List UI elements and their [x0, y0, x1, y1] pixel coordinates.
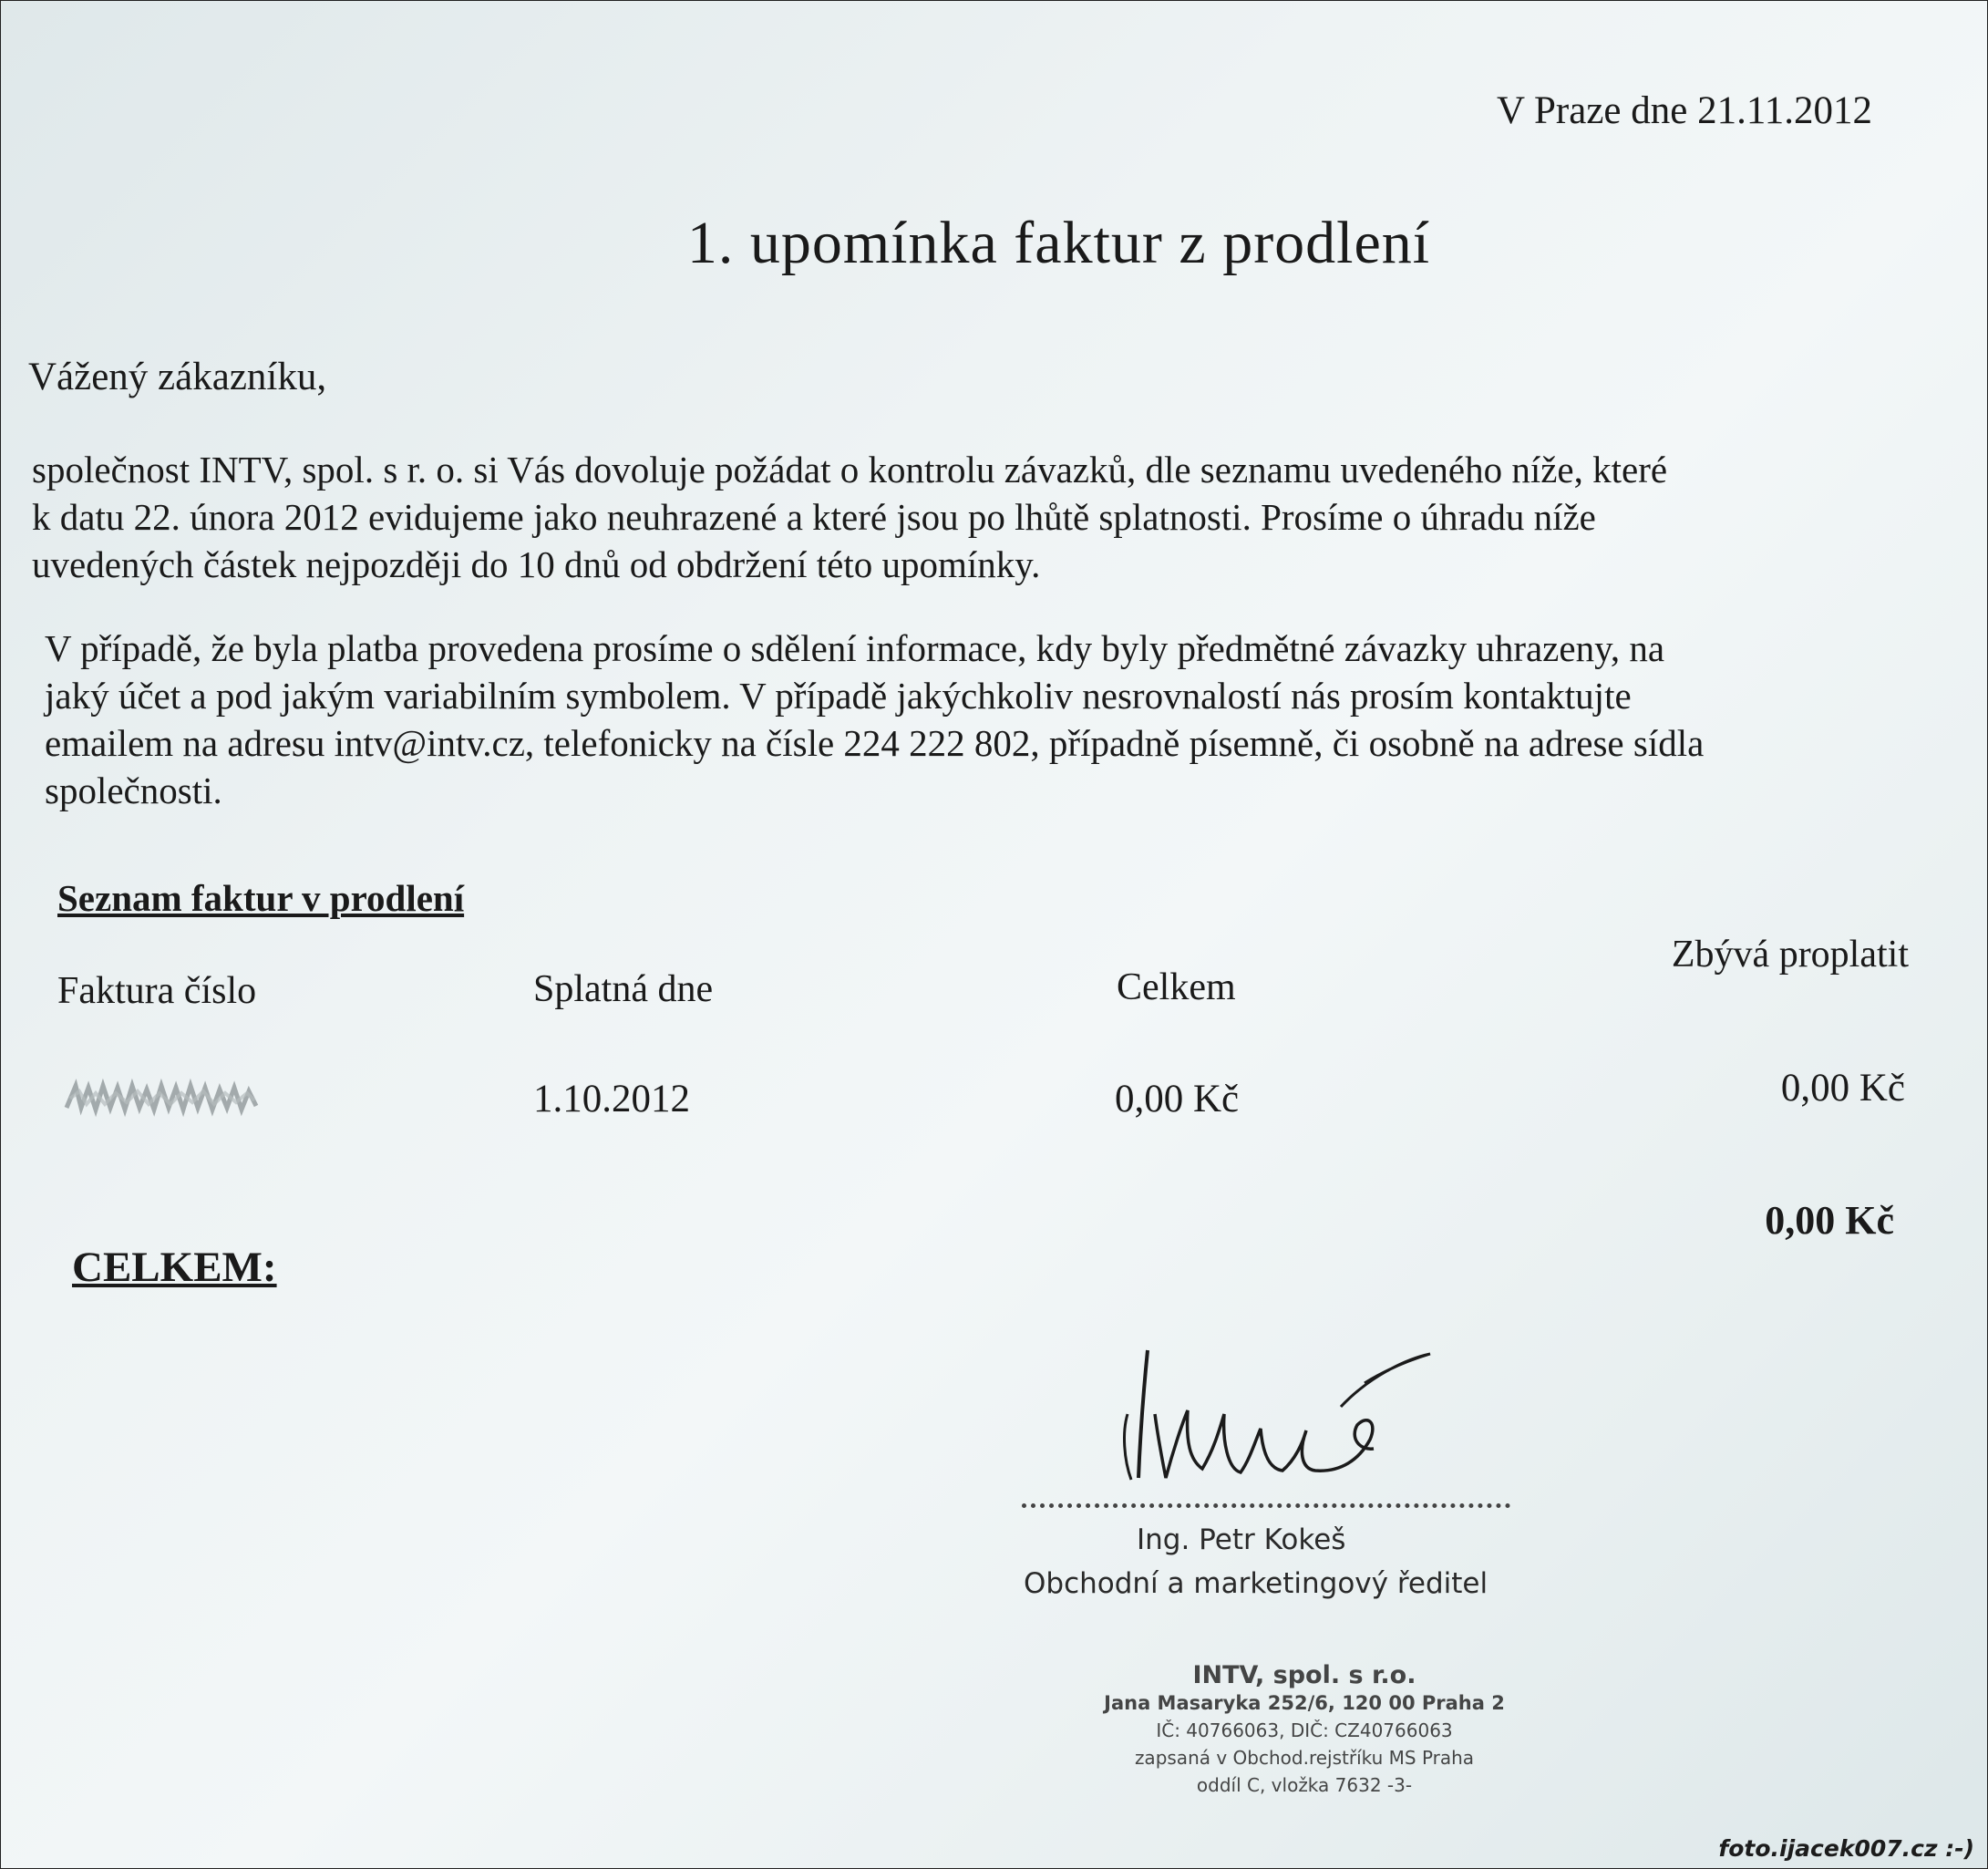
stamp-line: INTV, spol. s r.o.: [1192, 1661, 1416, 1689]
header-remaining: Zbývá proplatit: [1671, 934, 1909, 976]
signer-role: Obchodní a marketingový ředitel: [1024, 1567, 1488, 1600]
header-total: Celkem: [1117, 966, 1236, 1008]
header-invoice-number: Faktura číslo: [57, 970, 257, 1012]
stamp-line: zapsaná v Obchod.rejstříku MS Praha: [1134, 1747, 1475, 1769]
paragraph-contact: [45, 625, 1959, 814]
header-due-date: Splatná dne: [533, 968, 714, 1010]
paragraph-line: jaký účet a pod jakým variabilním symbolem. V případě jakýchkoliv nesrovnalostí nás prosím kontaktujte: [45, 675, 1632, 717]
company-stamp: [1095, 1662, 1514, 1799]
signature-dotted-line: [1022, 1503, 1510, 1508]
letter-title: 1. upomínka faktur z prodlení: [686, 210, 1431, 276]
paragraph-line: společnosti.: [45, 769, 222, 811]
paragraph-line: společnost INTV, spol. s r. o. si Vás dovoluje požádat o kontrolu závazků, dle seznamu uvedeného níže, které: [32, 449, 1668, 490]
handwritten-signature: [1067, 1323, 1450, 1501]
signature-graphic: [1067, 1323, 1450, 1496]
row-remaining: 0,00 Kč: [1780, 1067, 1905, 1110]
stamp-line: oddíl C, vložka 7632 -3-: [1196, 1774, 1413, 1796]
paragraph-line: uvedených částek nejpozději do 10 dnů od obdržení této upomínky.: [32, 543, 1041, 585]
row-due-date: 1.10.2012: [533, 1078, 690, 1120]
paragraph-line: k datu 22. února 2012 evidujeme jako neuhrazené a které jsou po lhůtě splatnosti. Prosíme o úhradu níže: [32, 496, 1596, 538]
row-total: 0,00 Kč: [1115, 1078, 1240, 1120]
date-line: V Praze dne 21.11.2012: [1496, 89, 1872, 132]
greeting: Vážený zákazníku,: [28, 356, 327, 398]
paragraph-line: V případě, že byla platba provedena prosíme o sdělení informace, kdy byly předmětné závazky uhrazeny, na: [45, 627, 1665, 669]
invoice-section-title: Seznam faktur v prodlení: [57, 877, 465, 919]
sum-value: 0,00 Kč: [1765, 1198, 1894, 1243]
redacted-invoice-number: [63, 1077, 262, 1119]
photo-watermark: foto.ijacek007.cz :-): [1718, 1835, 1974, 1862]
redaction-scribble: [63, 1077, 262, 1119]
stamp-line: IČ: 40766063, DIČ: CZ40766063: [1156, 1719, 1453, 1741]
sum-label: CELKEM:: [72, 1244, 277, 1291]
stamp-line: Jana Masaryka 252/6, 120 00 Praha 2: [1104, 1692, 1505, 1714]
paragraph-request: [32, 446, 1946, 588]
paragraph-line: emailem na adresu intv@intv.cz, telefonicky na čísle 224 222 802, případně písemně, či osobně na adrese sídla: [45, 722, 1705, 764]
signer-name: Ing. Petr Kokeš: [1137, 1523, 1346, 1556]
